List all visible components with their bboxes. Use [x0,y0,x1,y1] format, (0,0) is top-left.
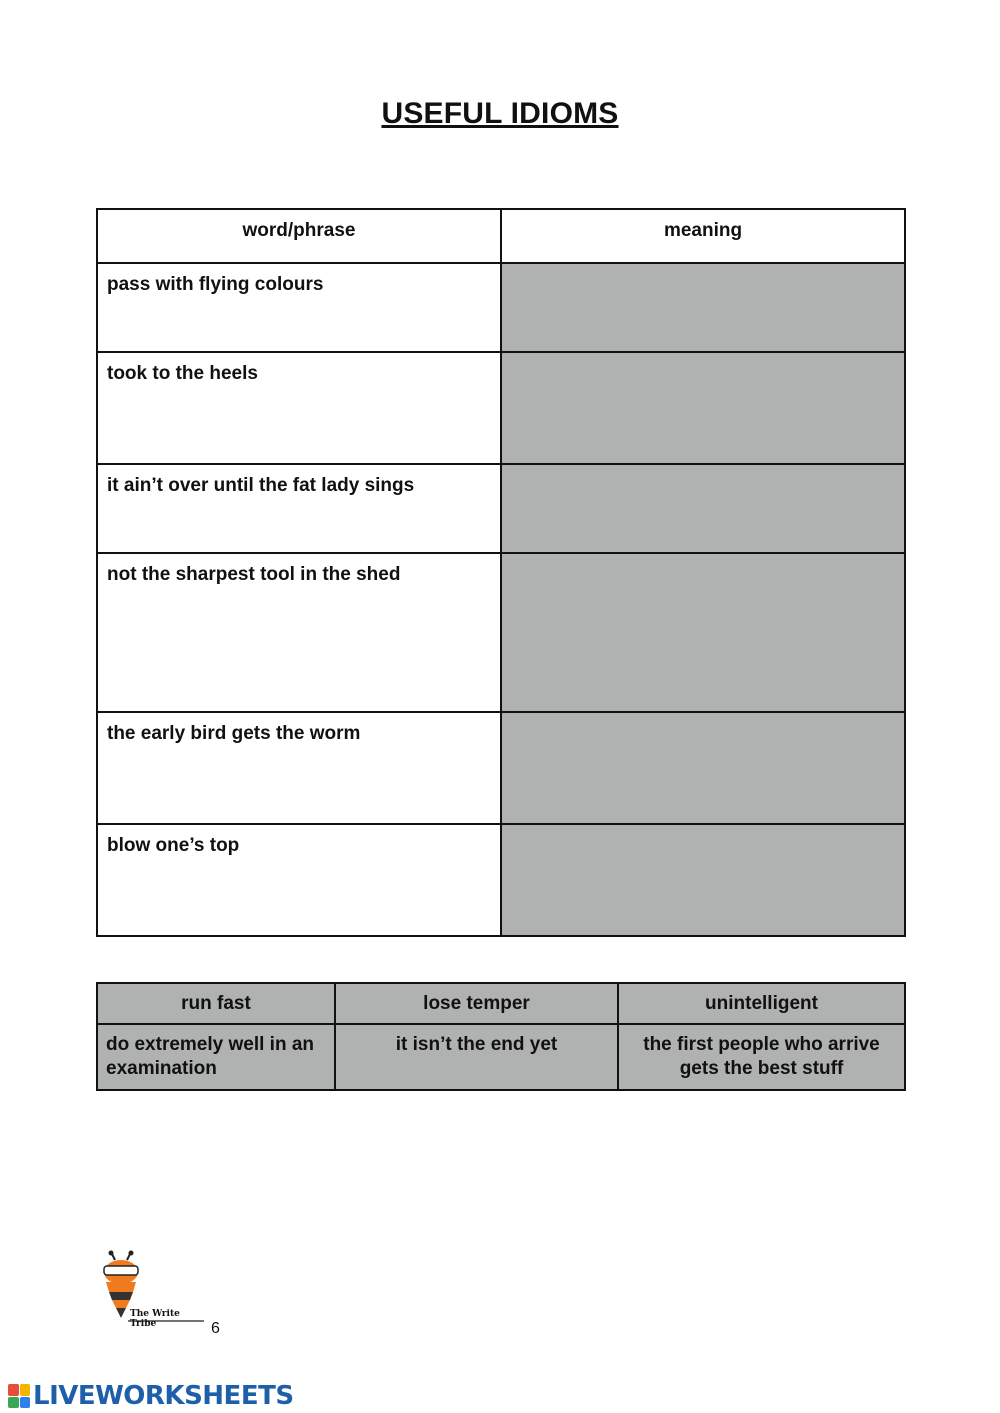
meaning-drop-zone[interactable] [501,553,905,712]
table-header-row [97,209,905,263]
header-meaning: meaning [501,209,905,263]
phrase-cell: the early bird gets the worm [97,712,501,824]
logo-text: The Write Tribe [130,1309,180,1329]
page-title: USEFUL IDIOMS [381,97,619,130]
answer-card[interactable]: lose temper [335,983,618,1024]
idioms-table [96,208,906,937]
answer-card[interactable]: the first people who arrive gets the best stuff [618,1024,905,1090]
answer-bank-table [96,982,906,1091]
meaning-drop-zone[interactable] [501,712,905,824]
phrase-cell: blow one’s top [97,824,501,936]
answer-card[interactable]: run fast [97,983,335,1024]
table-row [97,712,905,824]
liveworksheets-brand [8,1380,294,1412]
answer-bank-row [97,983,905,1024]
write-tribe-logo [98,1250,208,1330]
answer-card[interactable]: do extremely well in an examination [97,1024,335,1090]
table-row [97,553,905,712]
page-number: 6 [211,1320,220,1337]
meaning-drop-zone[interactable] [501,464,905,553]
answer-card[interactable]: it isn’t the end yet [335,1024,618,1090]
liveworksheets-blocks-icon [8,1384,30,1408]
answer-card[interactable]: unintelligent [618,983,905,1024]
brand-name: LIVEWORKSHEETS [33,1381,294,1411]
table-row [97,263,905,352]
table-row [97,352,905,464]
phrase-cell: pass with flying colours [97,263,501,352]
phrase-cell: not the sharpest tool in the shed [97,553,501,712]
phrase-cell: it ain’t over until the fat lady sings [97,464,501,553]
phrase-cell: took to the heels [97,352,501,464]
meaning-drop-zone[interactable] [501,352,905,464]
table-row [97,824,905,936]
table-row [97,464,905,553]
meaning-drop-zone[interactable] [501,824,905,936]
meaning-drop-zone[interactable] [501,263,905,352]
answer-bank-row [97,1024,905,1090]
header-word-phrase: word/phrase [97,209,501,263]
